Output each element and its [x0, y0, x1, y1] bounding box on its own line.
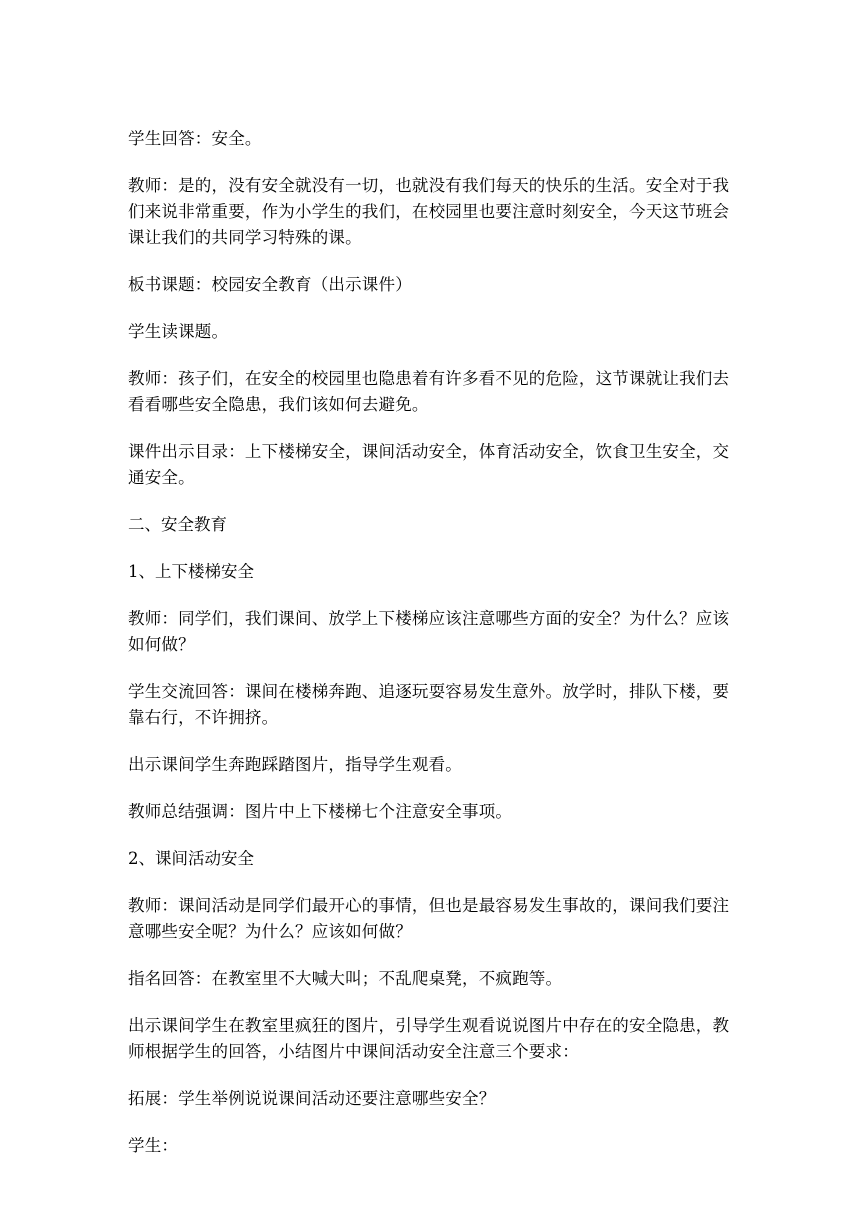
paragraph-teacher-hazards: 教师：孩子们，在安全的校园里也隐患着有许多看不见的危险，这节课就让我们去看看哪些安全隐患，我们该如何去避免。 — [128, 369, 730, 414]
subsection-heading-recess: 2、课间活动安全 — [128, 849, 254, 868]
paragraph-teacher-stairs-question: 教师：同学们，我们课间、放学上下楼梯应该注意哪些方面的安全？为什么？应该如何做？ — [128, 609, 730, 654]
paragraph-student: 学生： — [128, 1136, 179, 1155]
paragraph-teacher-intro: 教师：是的，没有安全就没有一切，也就没有我们每天的快乐的生活。安全对于我们来说非常重要，作为小学生的我们，在校园里也要注意时刻安全，今天这节班会课让我们的共同学习特殊的课。 — [128, 176, 730, 247]
paragraph-read-title: 学生读课题。 — [128, 322, 229, 341]
document-body — [128, 126, 738, 1180]
paragraph-student-answer: 学生回答：安全。 — [128, 129, 262, 148]
paragraph-board-title: 板书课题：校园安全教育（出示课件） — [128, 275, 412, 294]
subsection-heading-stairs: 1、上下楼梯安全 — [128, 562, 254, 581]
paragraph-student-stairs-answer: 学生交流回答：课间在楼梯奔跑、追逐玩耍容易发生意外。放学时，排队下楼，要靠右行，不许拥挤。 — [128, 682, 730, 727]
paragraph-teacher-summary: 教师总结强调：图片中上下楼梯七个注意安全事项。 — [128, 802, 513, 821]
paragraph-named-answer: 指名回答：在教室里不大喊大叫；不乱爬桌凳，不疯跑等。 — [128, 969, 563, 988]
paragraph-show-picture: 出示课间学生奔跑踩踏图片，指导学生观看。 — [128, 755, 462, 774]
paragraph-show-classroom-picture: 出示课间学生在教室里疯狂的图片，引导学生观看说说图片中存在的安全隐患，教师根据学生的回答，小结图片中课间活动安全注意三个要求： — [128, 1016, 730, 1061]
paragraph-extension: 拓展：学生举例说说课间活动还要注意哪些安全？ — [128, 1089, 496, 1108]
section-heading-safety-education: 二、安全教育 — [128, 515, 227, 534]
paragraph-courseware-toc: 课件出示目录：上下楼梯安全，课间活动安全，体育活动安全，饮食卫生安全，交通安全。 — [128, 442, 730, 487]
paragraph-teacher-recess-question: 教师：课间活动是同学们最开心的事情，但也是最容易发生事故的，课间我们要注意哪些安全呢？为什么？应该如何做？ — [128, 896, 730, 941]
